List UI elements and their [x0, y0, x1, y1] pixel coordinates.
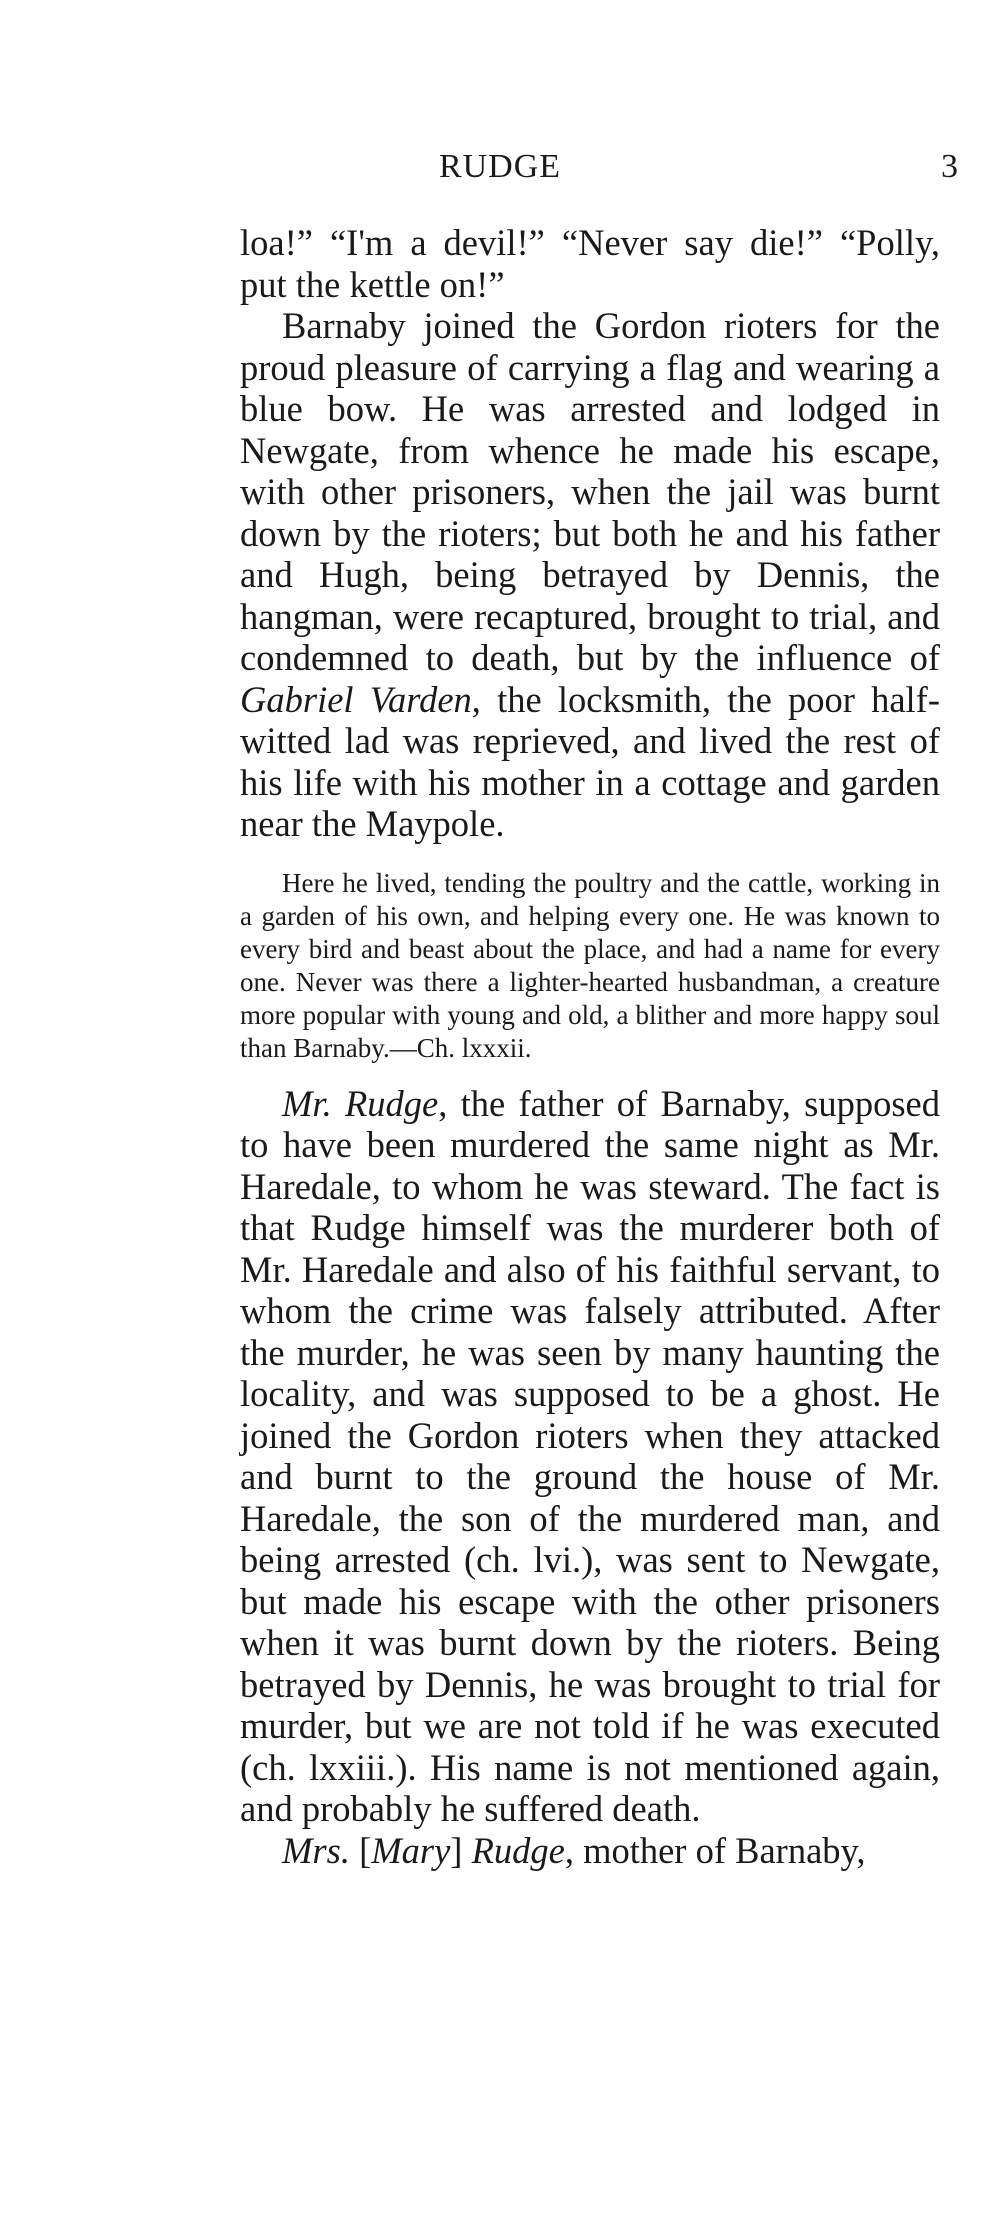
block-quote	[240, 867, 940, 1065]
mr-rudge-heading: Mr. Rudge	[282, 1082, 439, 1124]
paragraph-continuation: loa!” “I'm a devil!” “Never say die!” “Polly, put the kettle on!”	[240, 222, 940, 305]
mary-name: Mary	[371, 1829, 451, 1871]
running-head	[0, 148, 1000, 188]
page-number: 3	[941, 148, 958, 185]
gabriel-varden-name: Gabriel Varden	[240, 678, 472, 720]
paragraph-mrs-rudge	[240, 1830, 940, 1872]
running-title: RUDGE	[438, 148, 562, 185]
paragraph-mrs-rudge-text: , mother of Barnaby,	[564, 1829, 866, 1871]
paragraph-barnaby-text-1: Barnaby joined the Gordon rioters for the proud pleasure of carrying a flag and wearing a blue bow. He was arrested and lodged in Newgate, from whence he made his escape, with other prisoners, when the jail was burnt down by the rioters; but both he and his father and Hugh, being betrayed by Dennis, the hangman, were recaptured, brought to trial, and condemned to death, but by the influence of	[240, 305, 940, 678]
paragraph-barnaby	[240, 305, 940, 845]
body-text	[240, 222, 940, 1871]
paragraph-barnaby-text-2: , the locksmith, the poor half-witted lad was reprieved, and lived the rest of his life with his mother in a cottage and garden near the Maypole.	[240, 678, 940, 844]
mrs-title: Mrs.	[282, 1829, 350, 1871]
rudge-name: Rudge	[471, 1829, 565, 1871]
paragraph-mr-rudge	[240, 1083, 940, 1830]
block-quote-text: Here he lived, tending the poultry and the cattle, working in a garden of his own, and helping every one. He was known to every bird and beast about the place, and had a name for every one. Never was there a lighter-hearted husbandman, a creature more popular with young and old, a blither and more happy soul than Barnaby.—Ch. lxxxii.	[240, 867, 940, 1063]
bracket-open: [	[349, 1829, 372, 1871]
bracket-close: ]	[450, 1829, 472, 1871]
paragraph-mr-rudge-text: , the father of Barnaby, supposed to have been murdered the same night as Mr. Haredale, to whom he was steward. The fact is that Rudge himself was the murderer both of Mr. Haredale and also of his faithful servant, to whom the crime was falsely attributed. After the murder, he was seen by many haunting the locality, and was supposed to be a ghost. He joined the Gordon rioters when they attacked and burnt to the ground the house of Mr. Haredale, the son of the murdered man, and being arrested (ch. lvi.), was sent to Newgate, but made his escape with the other prisoners when it was burnt down by the rioters. Being betrayed by Dennis, he was brought to trial for murder, but we are not told if he was executed (ch. lxxiii.). His name is not mentioned again, and probably he suffered death.	[240, 1082, 940, 1829]
